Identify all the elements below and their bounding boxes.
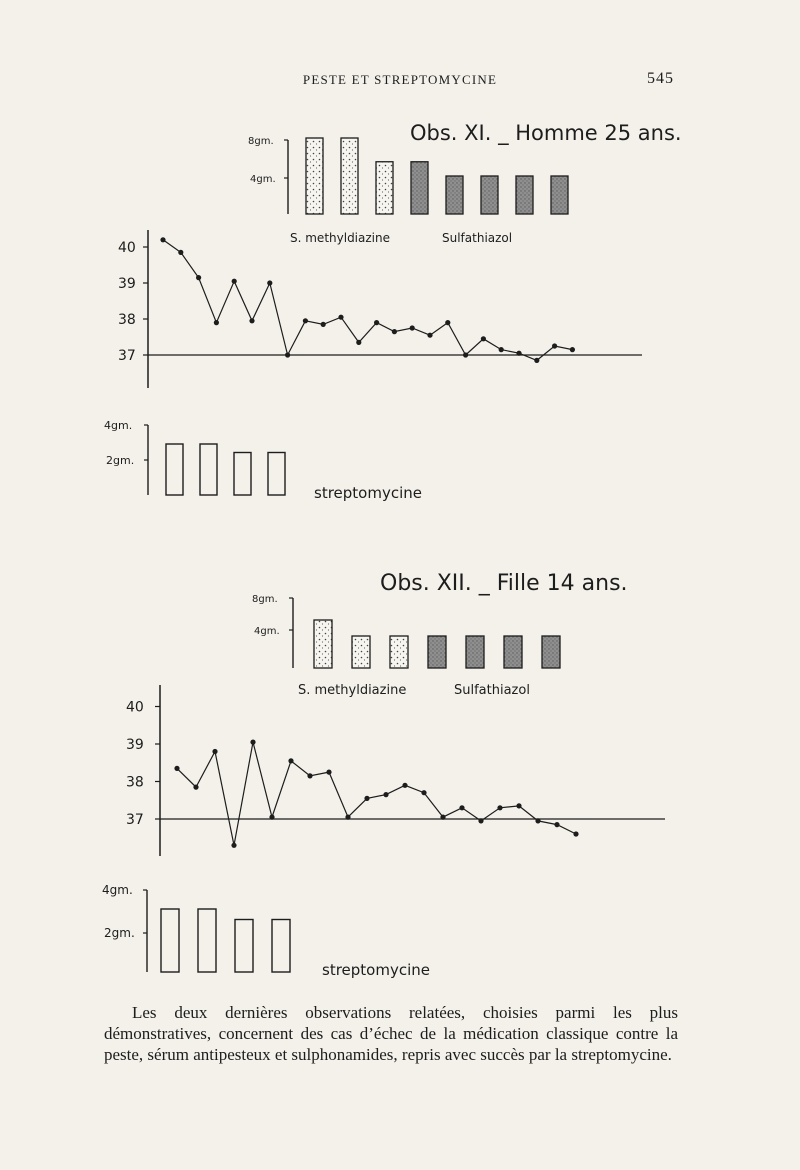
drug-bars [306, 138, 568, 214]
drug-legend-s-methyldiazine: S. methyldiazine [298, 683, 407, 698]
temperature-point-23 [570, 347, 575, 352]
drug-bar-2 [376, 162, 393, 214]
temperature-point-16 [445, 320, 450, 325]
temperature-point-0 [160, 237, 165, 242]
drug-bar-5 [481, 176, 498, 214]
temperature-point-19 [499, 347, 504, 352]
strepto-bar-3 [268, 453, 285, 496]
strepto-bar-0 [166, 444, 183, 495]
temperature-point-20 [554, 822, 559, 827]
temperature-point-12 [374, 320, 379, 325]
strepto-bar-1 [198, 909, 216, 972]
temperature-point-8 [326, 770, 331, 775]
body-paragraph: Les deux dernières observations relatées, choisies parmi les plus démonstratives, concernent des cas d’échec de la médication classique contre la peste, sérum antipesteux et sulphonamides, repris avec succès par la streptomycine. [104, 1003, 678, 1064]
temperature-point-10 [338, 315, 343, 320]
temperature-point-18 [481, 336, 486, 341]
drug-axis-label-4: 4gm. [250, 174, 276, 185]
temperature-point-4 [250, 740, 255, 745]
temperature-point-22 [552, 343, 557, 348]
drug-bar-3 [428, 636, 446, 668]
temperature-line [177, 742, 576, 845]
temperature-point-3 [214, 320, 219, 325]
temperature-point-15 [459, 805, 464, 810]
temperature-point-19 [535, 818, 540, 823]
temperature-point-1 [193, 785, 198, 790]
temperature-point-11 [383, 792, 388, 797]
temperature-point-12 [402, 783, 407, 788]
drug-bar-0 [306, 138, 323, 214]
temperature-point-5 [269, 815, 274, 820]
temperature-ticks [118, 240, 148, 364]
drug-bar-6 [542, 636, 560, 668]
temperature-point-17 [497, 805, 502, 810]
temperature-tick-label-39: 39 [126, 737, 144, 753]
strepto-bar-1 [200, 444, 217, 495]
drug-bar-7 [551, 176, 568, 214]
temperature-point-14 [410, 325, 415, 330]
figure-title: Obs. XII. _ Fille 14 ans. [380, 571, 628, 596]
temperature-tick-label-38: 38 [126, 774, 144, 791]
drug-bar-5 [504, 636, 522, 668]
drug-bar-6 [516, 176, 533, 214]
temperature-point-9 [345, 815, 350, 820]
strepto-bars [166, 444, 285, 495]
strepto-axis-label-4: 4gm. [104, 419, 133, 432]
drug-legend-sulfathiazol: Sulfathiazol [442, 231, 513, 245]
temperature-tick-label-38: 38 [118, 312, 136, 328]
drug-axis-label-8: 8gm. [252, 594, 278, 605]
drug-axis-label-4: 4gm. [254, 626, 280, 637]
drug-bar-2 [390, 636, 408, 668]
temperature-point-21 [534, 358, 539, 363]
temperature-point-2 [196, 275, 201, 280]
temperature-point-18 [516, 803, 521, 808]
temperature-point-10 [364, 796, 369, 801]
strepto-bar-0 [161, 909, 179, 972]
temperature-point-13 [392, 329, 397, 334]
temperature-point-6 [288, 758, 293, 763]
body-text [104, 1002, 678, 1065]
temperature-point-16 [478, 818, 483, 823]
temperature-point-7 [307, 773, 312, 778]
drug-bar-1 [352, 636, 370, 668]
temperature-tick-label-39: 39 [118, 276, 136, 292]
drug-legend-sulfathiazol: Sulfathiazol [454, 683, 530, 698]
temperature-tick-label-40: 40 [118, 240, 136, 256]
running-head [0, 72, 800, 92]
page-number: 545 [647, 70, 674, 87]
figure-obs-xi [0, 110, 800, 510]
strepto-legend: streptomycine [314, 484, 422, 502]
drug-bar-4 [466, 636, 484, 668]
drug-legend-s-methyldiazine: S. methyldiazine [290, 231, 390, 245]
temperature-points [160, 237, 575, 363]
drug-bar-1 [341, 138, 358, 214]
strepto-bar-3 [272, 920, 290, 973]
temperature-line [163, 240, 572, 361]
temperature-point-17 [463, 352, 468, 357]
temperature-tick-label-37: 37 [118, 348, 136, 364]
temperature-point-3 [231, 843, 236, 848]
figure-obs-xii [0, 560, 800, 990]
temperature-points [174, 740, 578, 848]
strepto-axis-label-2: 2gm. [106, 454, 135, 467]
strepto-bars [161, 909, 290, 972]
temperature-point-20 [516, 351, 521, 356]
temperature-point-11 [356, 340, 361, 345]
figure-title: Obs. XI. _ Homme 25 ans. [410, 121, 682, 145]
temperature-point-15 [427, 333, 432, 338]
strepto-axis-label-2: 2gm. [104, 926, 135, 940]
temperature-tick-label-37: 37 [126, 812, 144, 828]
temperature-point-21 [573, 831, 578, 836]
strepto-axis-label-4: 4gm. [102, 883, 133, 897]
temperature-point-5 [249, 318, 254, 323]
strepto-bar-2 [235, 920, 253, 973]
temperature-ticks [126, 700, 160, 829]
temperature-point-6 [267, 280, 272, 285]
drug-axis-label-8: 8gm. [248, 136, 274, 147]
temperature-point-1 [178, 250, 183, 255]
temperature-point-13 [421, 790, 426, 795]
temperature-point-9 [321, 322, 326, 327]
temperature-point-0 [174, 766, 179, 771]
temperature-point-14 [440, 815, 445, 820]
strepto-legend: streptomycine [322, 961, 430, 979]
temperature-point-8 [303, 318, 308, 323]
temperature-point-7 [285, 352, 290, 357]
strepto-bar-2 [234, 453, 251, 496]
temperature-point-2 [212, 749, 217, 754]
temperature-point-4 [232, 279, 237, 284]
temperature-tick-label-40: 40 [126, 699, 144, 716]
drug-bar-0 [314, 620, 332, 668]
drug-bars [314, 620, 560, 668]
drug-bar-4 [446, 176, 463, 214]
running-title: PESTE ET STREPTOMYCINE [302, 72, 498, 87]
drug-bar-3 [411, 162, 428, 214]
